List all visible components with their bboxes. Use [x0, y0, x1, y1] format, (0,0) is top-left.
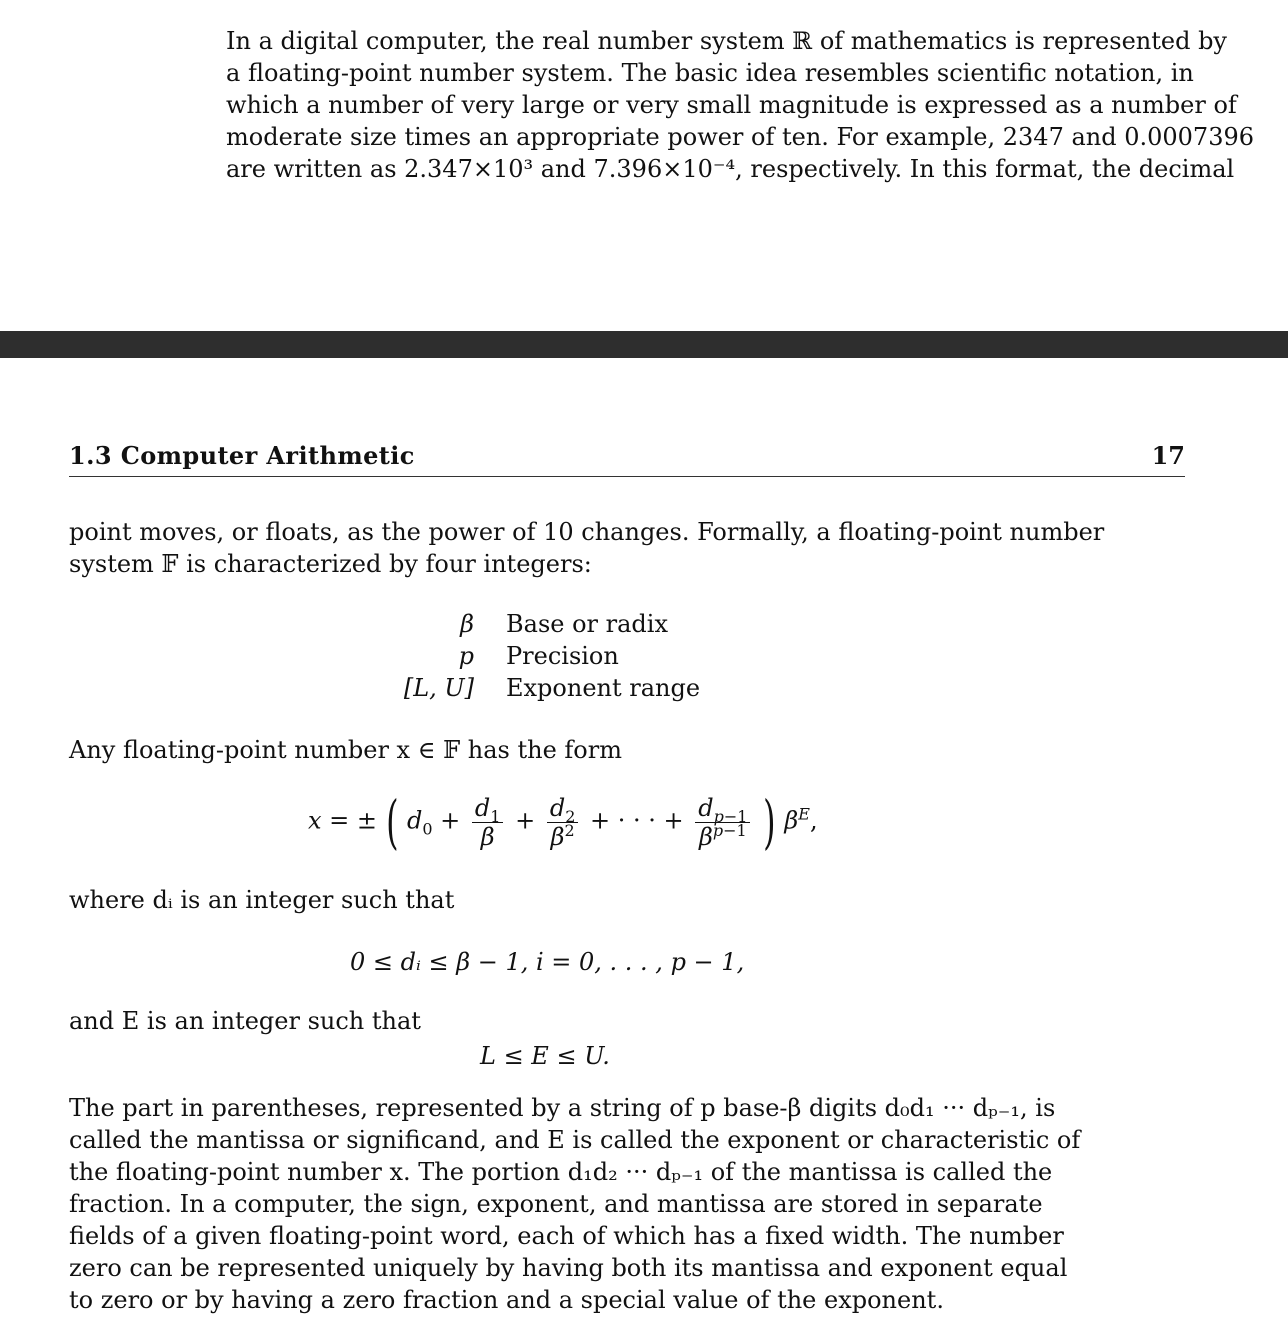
param-symbol: [L, U]: [403, 674, 474, 702]
upper-line: moderate size times an appropriate power of ten. For example, 2347 and 0.0007396: [226, 123, 1255, 151]
form-line: Any floating-point number x ∈ 𝔽 has the form: [69, 736, 622, 764]
upper-line: a floating-point number system. The basic idea resembles scientific notation, in: [226, 59, 1194, 87]
running-header: [69, 440, 1185, 477]
intro-line: system 𝔽 is characterized by four integers:: [69, 550, 592, 578]
param-description: Base or radix: [506, 610, 668, 638]
para-line: the floating-point number x. The portion d₁d₂ ··· dₚ₋₁ of the mantissa is called the: [69, 1158, 1053, 1186]
intro-line: point moves, or floats, as the power of 10 changes. Formally, a floating-point number: [69, 518, 1105, 546]
para-line: The part in parentheses, represented by a string of p base-β digits d₀d₁ ··· dₚ₋₁, is: [69, 1094, 1056, 1122]
and-line: and E is an integer such that: [69, 1007, 421, 1035]
para-line: to zero or by having a zero fraction and a special value of the exponent.: [69, 1286, 944, 1314]
where-line: where dᵢ is an integer such that: [69, 886, 455, 914]
param-description: Precision: [506, 642, 619, 670]
para-line: called the mantissa or significand, and E is called the exponent or characteristic of: [69, 1126, 1081, 1154]
param-symbol: p: [458, 642, 474, 670]
upper-line: which a number of very large or very small magnitude is expressed as a number of: [226, 91, 1237, 119]
page-number: 17: [1151, 441, 1185, 470]
upper-paragraph: [226, 25, 1255, 185]
floating-point-formula: x = ± ( $d_0$ + $\frac{d_1}{\beta}$ + $\frac{d_2}{\beta^2}$ + · · · + $\frac{d_{p-1}}{\beta^{p-1}}$ ) $\beta^E$,: [308, 788, 818, 856]
para-line: fraction. In a computer, the sign, exponent, and mantissa are stored in separate: [69, 1190, 1043, 1218]
para-line: fields of a given floating-point word, each of which has a fixed width. The number: [69, 1222, 1064, 1250]
digit-constraint: 0 ≤ dᵢ ≤ β − 1, i = 0, . . . , p − 1,: [350, 948, 745, 976]
para-line: zero can be represented uniquely by having both its mantissa and exponent equal: [69, 1254, 1068, 1282]
exponent-constraint: L ≤ E ≤ U.: [480, 1042, 610, 1070]
param-symbol: β: [460, 610, 474, 638]
param-description: Exponent range: [506, 674, 701, 702]
section-title: 1.3 Computer Arithmetic: [69, 441, 415, 470]
mantissa-paragraph: [69, 1092, 1081, 1316]
page-separator: [0, 331, 1288, 358]
intro-paragraph: [69, 516, 1105, 580]
upper-line: In a digital computer, the real number system ℝ of mathematics is represented by: [226, 27, 1227, 55]
upper-line: are written as 2.347×10³ and 7.396×10⁻⁴, respectively. In this format, the decimal: [226, 155, 1235, 183]
